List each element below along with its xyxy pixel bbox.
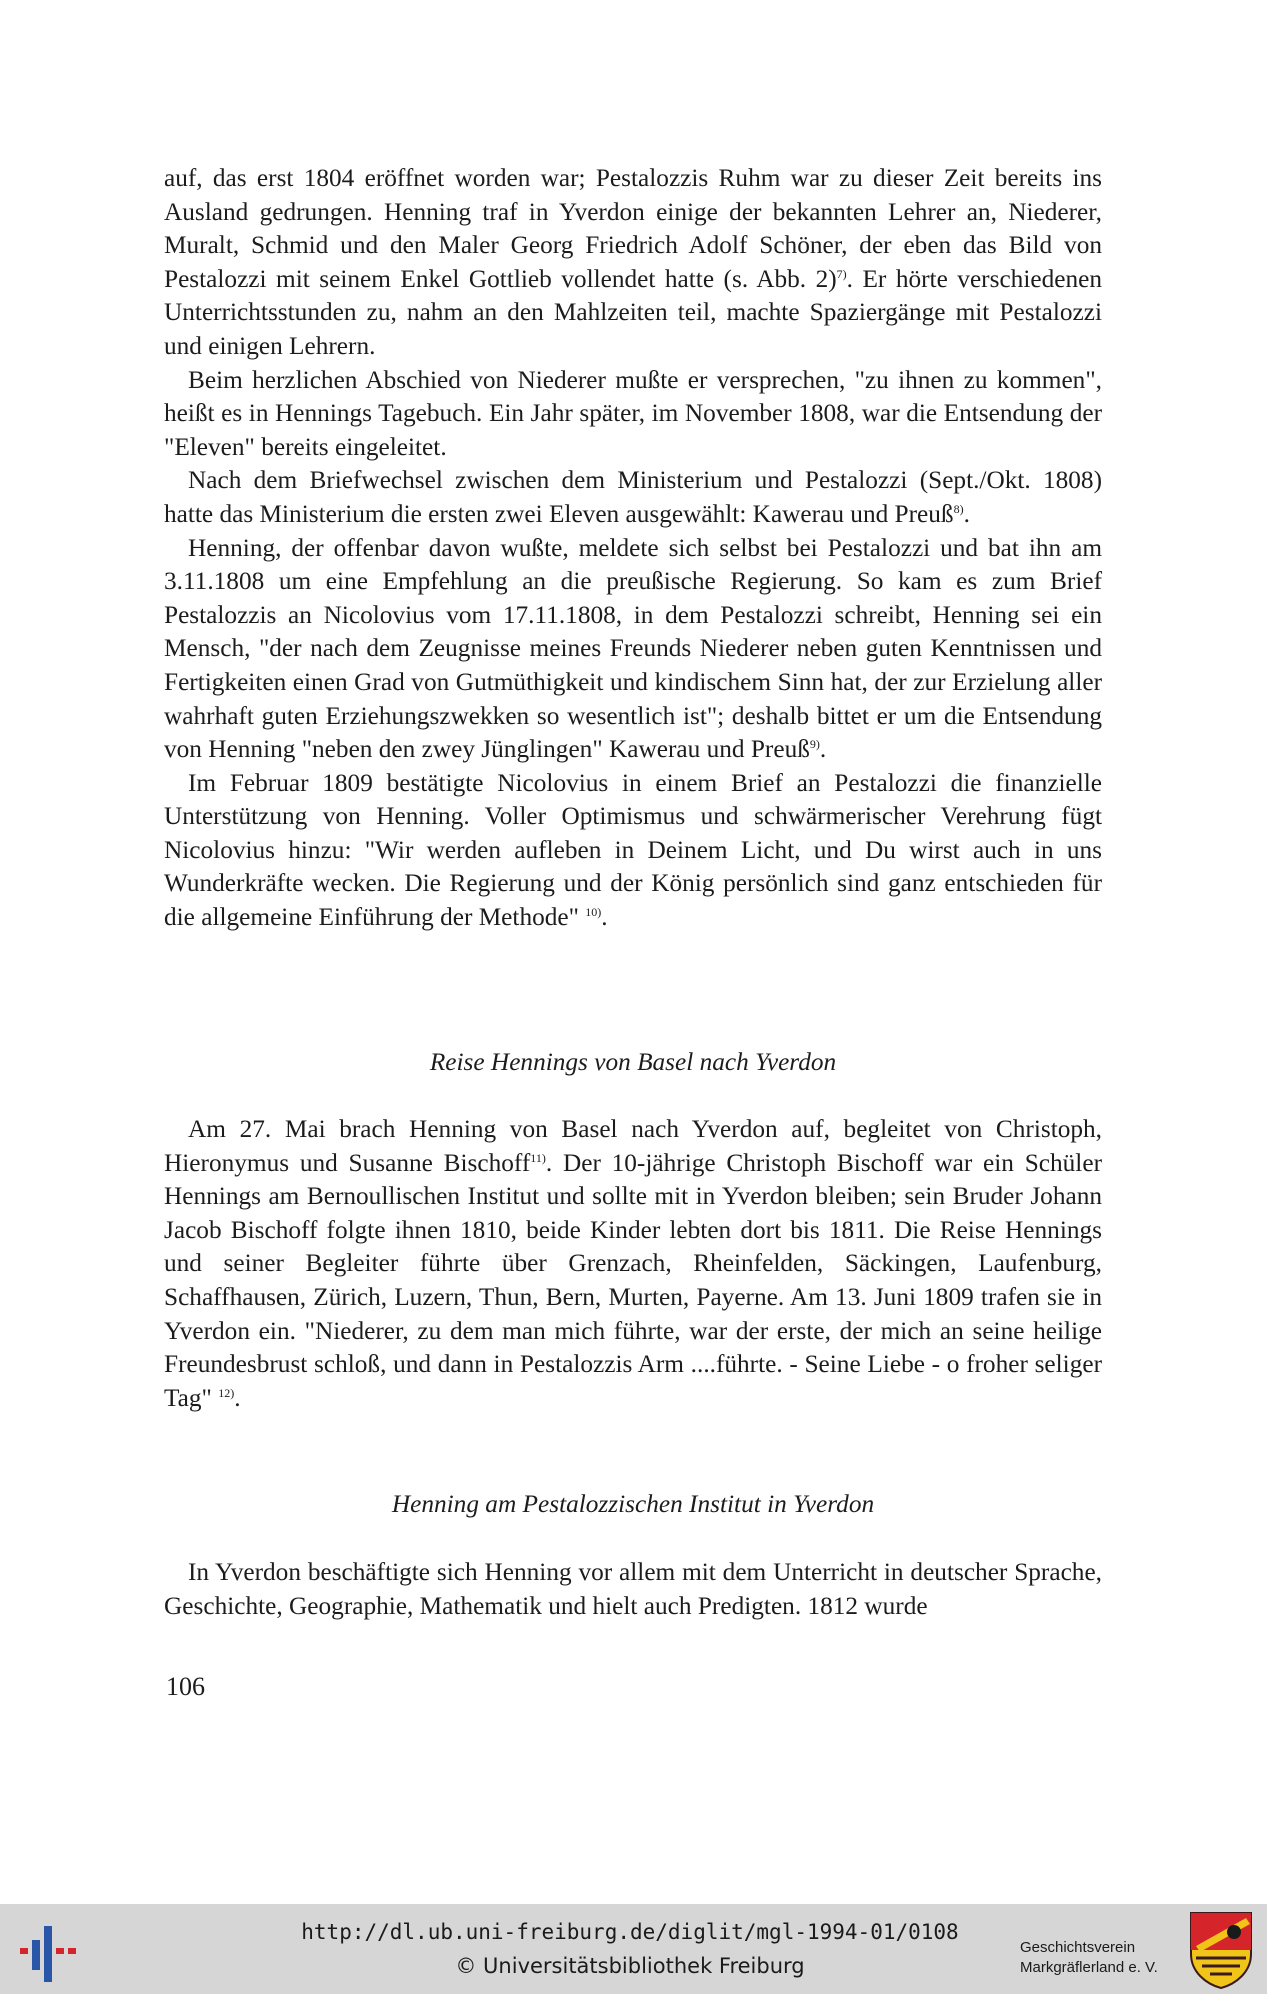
paragraph-3: Nach dem Briefwechsel zwischen dem Ministerium und Pestalozzi (Sept./Okt. 1808) hatte das Ministerium die ersten zwei Eleven ausgewählt: Kawerau und Preuß$^{8)}$. (164, 466, 1102, 528)
ub-freiburg-logo-icon[interactable] (14, 1922, 80, 1984)
footnote-ref-9[interactable]: 9) (809, 737, 820, 752)
paragraph-4: Henning, der offenbar davon wußte, meldete sich selbst bei Pestalozzi und bat ihn am 3.11.1808 um eine Empfehlung an die preußische Regierung. So kam es zum Brief Pestalozzis an Nicolovius vom 17.11.1808, in dem Pestalozzi schreibt, Henning sei ein Mensch, "der nach dem Zeugnisse meines Freunds Niederer neben guten Kenntnissen und Fertigkeiten einen Grad von Gutmüthigkeit und kindischem Sinn hat, der zur Erzielung aller wahrhaft guten Erziehungszwekken so wesentlich ist"; deshalb bittet er um die Entsendung von Henning "neben den zwey Jünglingen" Kawerau und Preuß$^{9)}$. (164, 533, 1102, 764)
paragraph-1: auf, das erst 1804 eröffnet worden war; Pestalozzis Ruhm war zu dieser Zeit bereits ins Ausland gedrungen. Henning traf in Yverdon einige der bekannten Lehrer an, Niederer, Muralt, Schmid und den Maler Georg Friedrich Adolf Schöner, der eben das Bild von Pestalozzi mit seinem Enkel Gottlieb vollendet hatte (s. Abb. 2)$^{7)}$. Er hörte verschiedenen Unterrichtsstunden zu, nahm an den Mahlzeiten teil, machte Spaziergänge mit Pestalozzi und einigen Lehrern. (164, 164, 1102, 360)
footnote-ref-7[interactable]: 7) (836, 266, 847, 281)
paragraph-5: Im Februar 1809 bestätigte Nicolovius in einem Brief an Pestalozzi die finanzielle Unterstützung von Henning. Voller Optimismus und schwärmerischer Verehrung fügt Nicolovius hinzu: "Wir werden aufleben in Deinem Licht, und Du wirst auch in uns Wunderkräfte wecken. Die Regierung und der König persönlich sind ganz entschieden für die allgemeine Einführung der Methode" $^{10)}$. (164, 768, 1102, 932)
page-number: 106 (166, 1672, 205, 1701)
document-url-link[interactable]: http://dl.ub.uni-freiburg.de/diglit/mgl-1994-01/0108 (301, 1920, 959, 1944)
footnote-ref-8[interactable]: 8) (953, 501, 964, 516)
text-block-middle (164, 1113, 1102, 1415)
copyright-notice: © Universitätsbibliothek Freiburg (455, 1954, 805, 1978)
footnote-ref-10[interactable]: 10) (585, 905, 602, 920)
footnote-ref-12[interactable]: 12) (218, 1385, 235, 1400)
section-heading-1: Reise Hennings von Basel nach Yverdon (429, 1048, 837, 1076)
paragraph-2: Beim herzlichen Abschied von Niederer mußte er versprechen, "zu ihnen zu kommen", heißt es in Hennings Tagebuch. Ein Jahr später, im November 1808, war die Entsendung der "Eleven" bereits eingeleitet. (164, 365, 1102, 461)
section-heading-2: Henning am Pestalozzischen Institut in Yverdon (391, 1490, 875, 1518)
library-footer-bar (0, 1904, 1267, 1994)
paragraph-6: Am 27. Mai brach Henning von Basel nach Yverdon auf, begleitet von Christoph, Hieronymus und Susanne Bischoff$^{11)}$. Der 10-jährige Christoph Bischoff war ein Schüler Hennings am Bernoullischen Institut und sollte mit in Yverdon bleiben; sein Bruder Johann Jacob Bischoff folgte ihnen 1810, beide Kinder lebten dort bis 1811. Die Reise Hennings und seiner Begleiter führte über Grenzach, Rheinfelden, Säckingen, Laufenburg, Schaffhausen, Zürich, Luzern, Thun, Bern, Murten, Payerne. Am 13. Juni 1809 trafen sie in Yverdon ein. "Niederer, zu dem man mich führte, war der erste, der mich an seine heilige Freundesbrust schloß, und dann in Pestalozzis Arm ....führte. - Seine Liebe - o froher seliger Tag" $^{12)}$. (164, 1115, 1102, 1412)
society-name-line-1: Geschichtsverein (1020, 1939, 1136, 1956)
society-name-line-2: Markgräflerland e. V. (1020, 1959, 1158, 1976)
text-block-top (164, 162, 1102, 935)
footnote-ref-11[interactable]: 11) (530, 1150, 546, 1165)
text-block-bottom (164, 1556, 1102, 1623)
society-name (1020, 1938, 1180, 1978)
coat-of-arms-icon[interactable] (1188, 1910, 1254, 1990)
paragraph-7: In Yverdon beschäftigte sich Henning vor allem mit dem Unterricht in deutscher Sprache, Geschichte, Geographie, Mathematik und hielt auch Predigten. 1812 wurde (164, 1558, 1102, 1620)
